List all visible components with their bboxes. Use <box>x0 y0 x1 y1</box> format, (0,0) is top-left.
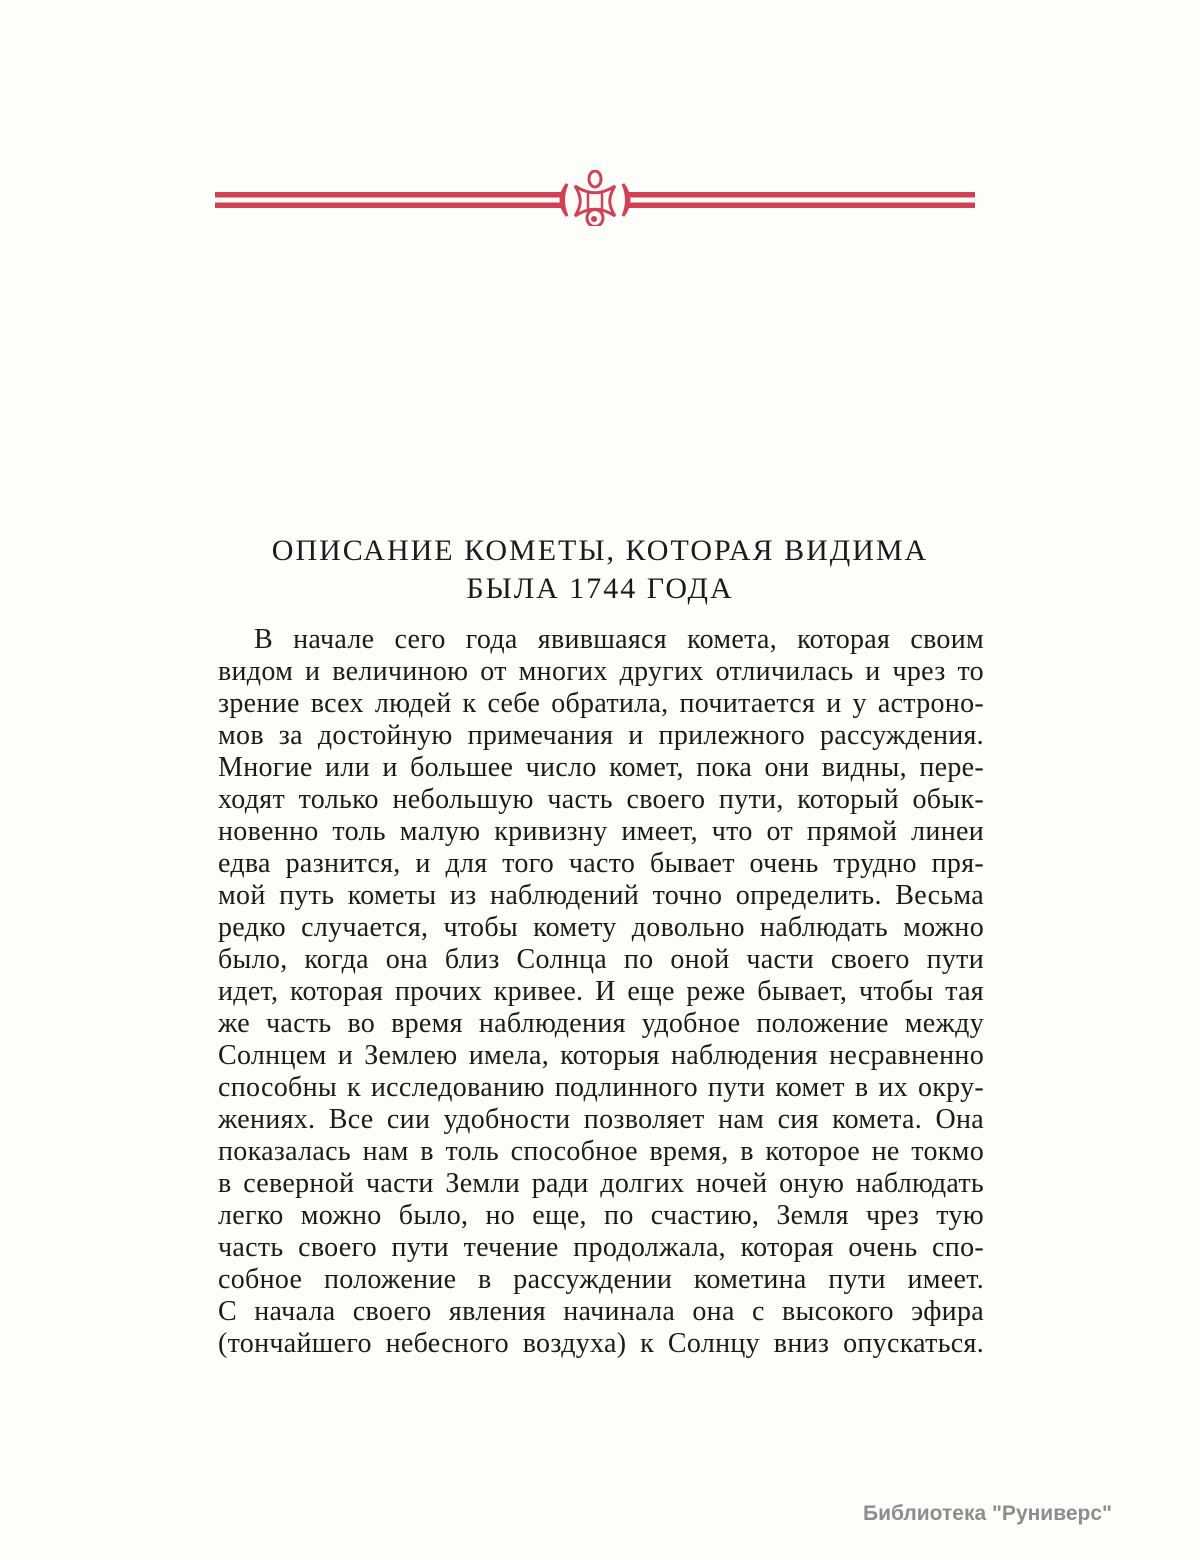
body-line: же часть во время наблюдения удобное положение между <box>218 1008 984 1039</box>
body-line: в северной части Земли ради долгих ночей оную наблюдать <box>218 1168 984 1199</box>
body-line: мой путь кометы из наблюдений точно определить. Весьма <box>218 880 984 911</box>
body-line: Многие или и большее число комет, пока они видны, пере- <box>218 752 984 783</box>
page-title-line-1: ОПИСАНИЕ КОМЕТЫ, КОТОРАЯ ВИДИМА <box>271 534 929 567</box>
body-line: собное положение в рассуждении кометина пути имеет. <box>218 1264 984 1295</box>
ornament-divider-icon <box>215 170 975 226</box>
body-line: В начале сего года явившаяся комета, которая своим <box>254 624 984 655</box>
body-line: жениях. Все сии удобности позволяет нам сия комета. Она <box>218 1104 984 1135</box>
body-line: ходят только небольшую часть своего пути, который обык- <box>218 784 984 815</box>
body-line: идет, которая прочих кривее. И еще реже бывает, чтобы тая <box>218 976 984 1007</box>
body-line: было, когда она близ Солнца по оной части своего пути <box>218 944 984 975</box>
body-line: едва разнится, и для того часто бывает очень трудно пря- <box>218 848 984 879</box>
library-watermark: Библиотека "Руниверс" <box>862 1502 1112 1525</box>
body-line: (тончайшего небесного воздуха) к Солнцу вниз опускаться. <box>218 1328 984 1359</box>
body-line: редко случается, чтобы комету довольно наблюдать можно <box>218 912 984 943</box>
body-line: Солнцем и Землею имела, которыя наблюдения несравненно <box>218 1040 984 1071</box>
body-line: мов за достойную примечания и прилежного рассуждения. <box>218 720 984 751</box>
body-line: способны к исследованию подлинного пути комет в их окру- <box>218 1072 984 1103</box>
body-line: зрение всех людей к себе обратила, почитается и у астроно- <box>218 688 984 719</box>
body-line: новенно толь малую кривизну имеет, что от прямой линеи <box>218 816 984 847</box>
body-line: часть своего пути течение продолжала, которая очень спо- <box>218 1232 984 1263</box>
body-text <box>218 624 984 1360</box>
page-title <box>210 532 990 608</box>
body-line: С начала своего явления начинала она с высокого эфира <box>218 1296 984 1327</box>
body-line: легко можно было, но еще, по счастию, Земля чрез тую <box>218 1200 984 1231</box>
body-line: показалась нам в толь способное время, в которое не токмо <box>218 1136 984 1167</box>
page-title-line-2: БЫЛА 1744 ГОДА <box>466 572 734 605</box>
body-line: видом и величиною от многих других отличилась и чрез то <box>218 656 984 687</box>
